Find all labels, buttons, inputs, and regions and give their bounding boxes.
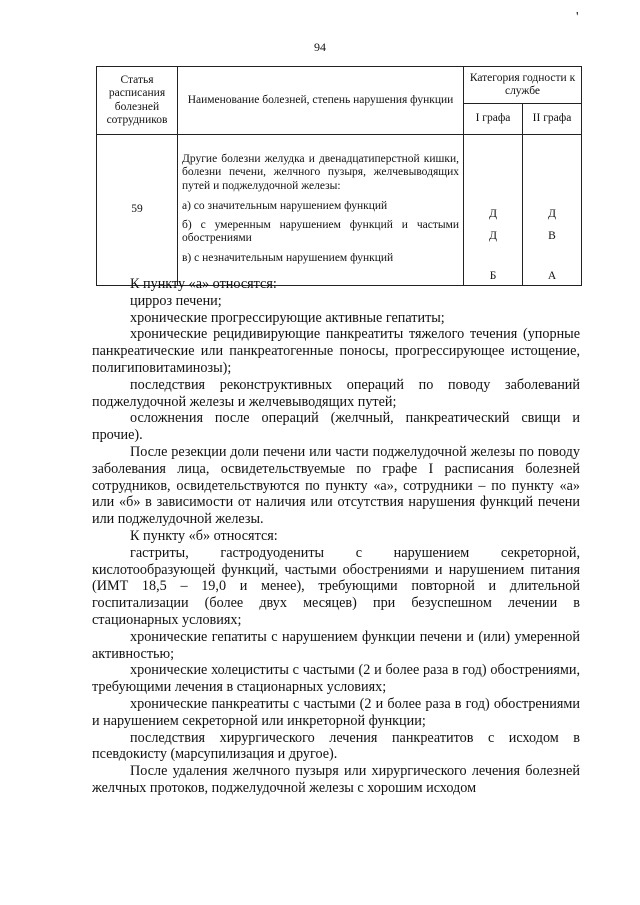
item-c-col1: Б <box>489 270 497 282</box>
corner-mark: ' <box>576 10 579 25</box>
paragraph: К пункту «б» относятся: <box>130 527 278 544</box>
table-row <box>97 135 582 286</box>
item-b-col1: Д <box>489 230 497 242</box>
column-1-values <box>464 135 523 286</box>
paragraph: хронические прогрессирующие активные гепатиты; <box>130 309 445 326</box>
header-column-2: II графа <box>523 104 582 135</box>
column-2-values <box>523 135 582 286</box>
paragraph: цирроз печени; <box>130 292 222 309</box>
paragraph: хронические панкреатиты с частыми (2 и более раза в год) обострениями и нарушением секреторной или инкреторной функции; <box>92 695 580 729</box>
header-article: Статья расписания болезней сотрудников <box>97 67 178 135</box>
paragraph: гастриты, гастродуодениты с нарушением секреторной, кислотообразующей функций, частыми обострениями и нарушением питания (ИМТ 18,5 – 19,0 и менее), требующими повторной и длительной госпитализации (более двух месяцев) при безуспешном лечении в стационарных условиях; <box>92 544 580 628</box>
header-name: Наименование болезней, степень нарушения функции <box>178 67 464 135</box>
disease-name: Другие болезни желудка и двенадцатиперстной кишки, болезни печени, желчного пузыря, желчевыводящих путей и поджелудочной железы: <box>182 153 459 192</box>
article-number: 59 <box>97 135 178 286</box>
paragraph: После резекции доли печени или части поджелудочной железы по поводу заболевания лица, освидетельствуемые по графе I расписания болезней сотрудников, освидетельствуются по пункту «а», сотрудники – по пункту «а» или «б» в зависимости от наличия или отсутствия нарушения функций печени или поджелудочной железы. <box>92 443 580 528</box>
item-c-col2: А <box>547 270 557 282</box>
header-category: Категория годности к службе <box>464 67 582 104</box>
page-number: 94 <box>314 40 326 54</box>
paragraph: хронические рецидивирующие панкреатиты тяжелого течения (упорные панкреатические или панкреатогенные поносы, прогрессирующее истощение, полигиповитаминозы); <box>92 326 580 376</box>
body-text <box>92 276 580 797</box>
paragraph: последствия реконструктивных операций по поводу заболеваний поджелудочной железы и желчевыводящих путей; <box>92 376 580 410</box>
item-a-label: а) со значительным нарушением функций <box>182 199 388 212</box>
paragraph: осложнения после операций (желчный, панкреатический свищи и прочие). <box>92 410 580 444</box>
item-a-col1: Д <box>489 208 497 220</box>
paragraph: К пункту «а» относятся: <box>130 276 277 292</box>
paragraph: После удаления желчного пузыря или хирургического лечения болезней желчных протоков, поджелудочной железы с хорошим исходом <box>92 763 580 796</box>
paragraph: хронические гепатиты с нарушением функции печени и (или) умеренной активностью; <box>92 628 580 662</box>
header-column-1: I графа <box>464 104 523 135</box>
item-a-col2: Д <box>548 208 556 220</box>
paragraph: последствия хирургического лечения панкреатитов с исходом в псевдокисту (марсупилизация и другое). <box>92 729 580 763</box>
paragraph: хронические холециститы с частыми (2 и более раза в год) обострениями, требующими лечения в стационарных условиях; <box>92 662 580 696</box>
item-c-label: в) с незначительным нарушением функций <box>182 251 394 264</box>
item-b-label: б) с умеренным нарушением функций и частыми обострениями <box>182 219 459 245</box>
disease-schedule-table <box>96 66 582 286</box>
table-header-row <box>97 67 582 104</box>
item-b-col2: В <box>548 230 556 242</box>
disease-name-cell <box>178 135 464 286</box>
